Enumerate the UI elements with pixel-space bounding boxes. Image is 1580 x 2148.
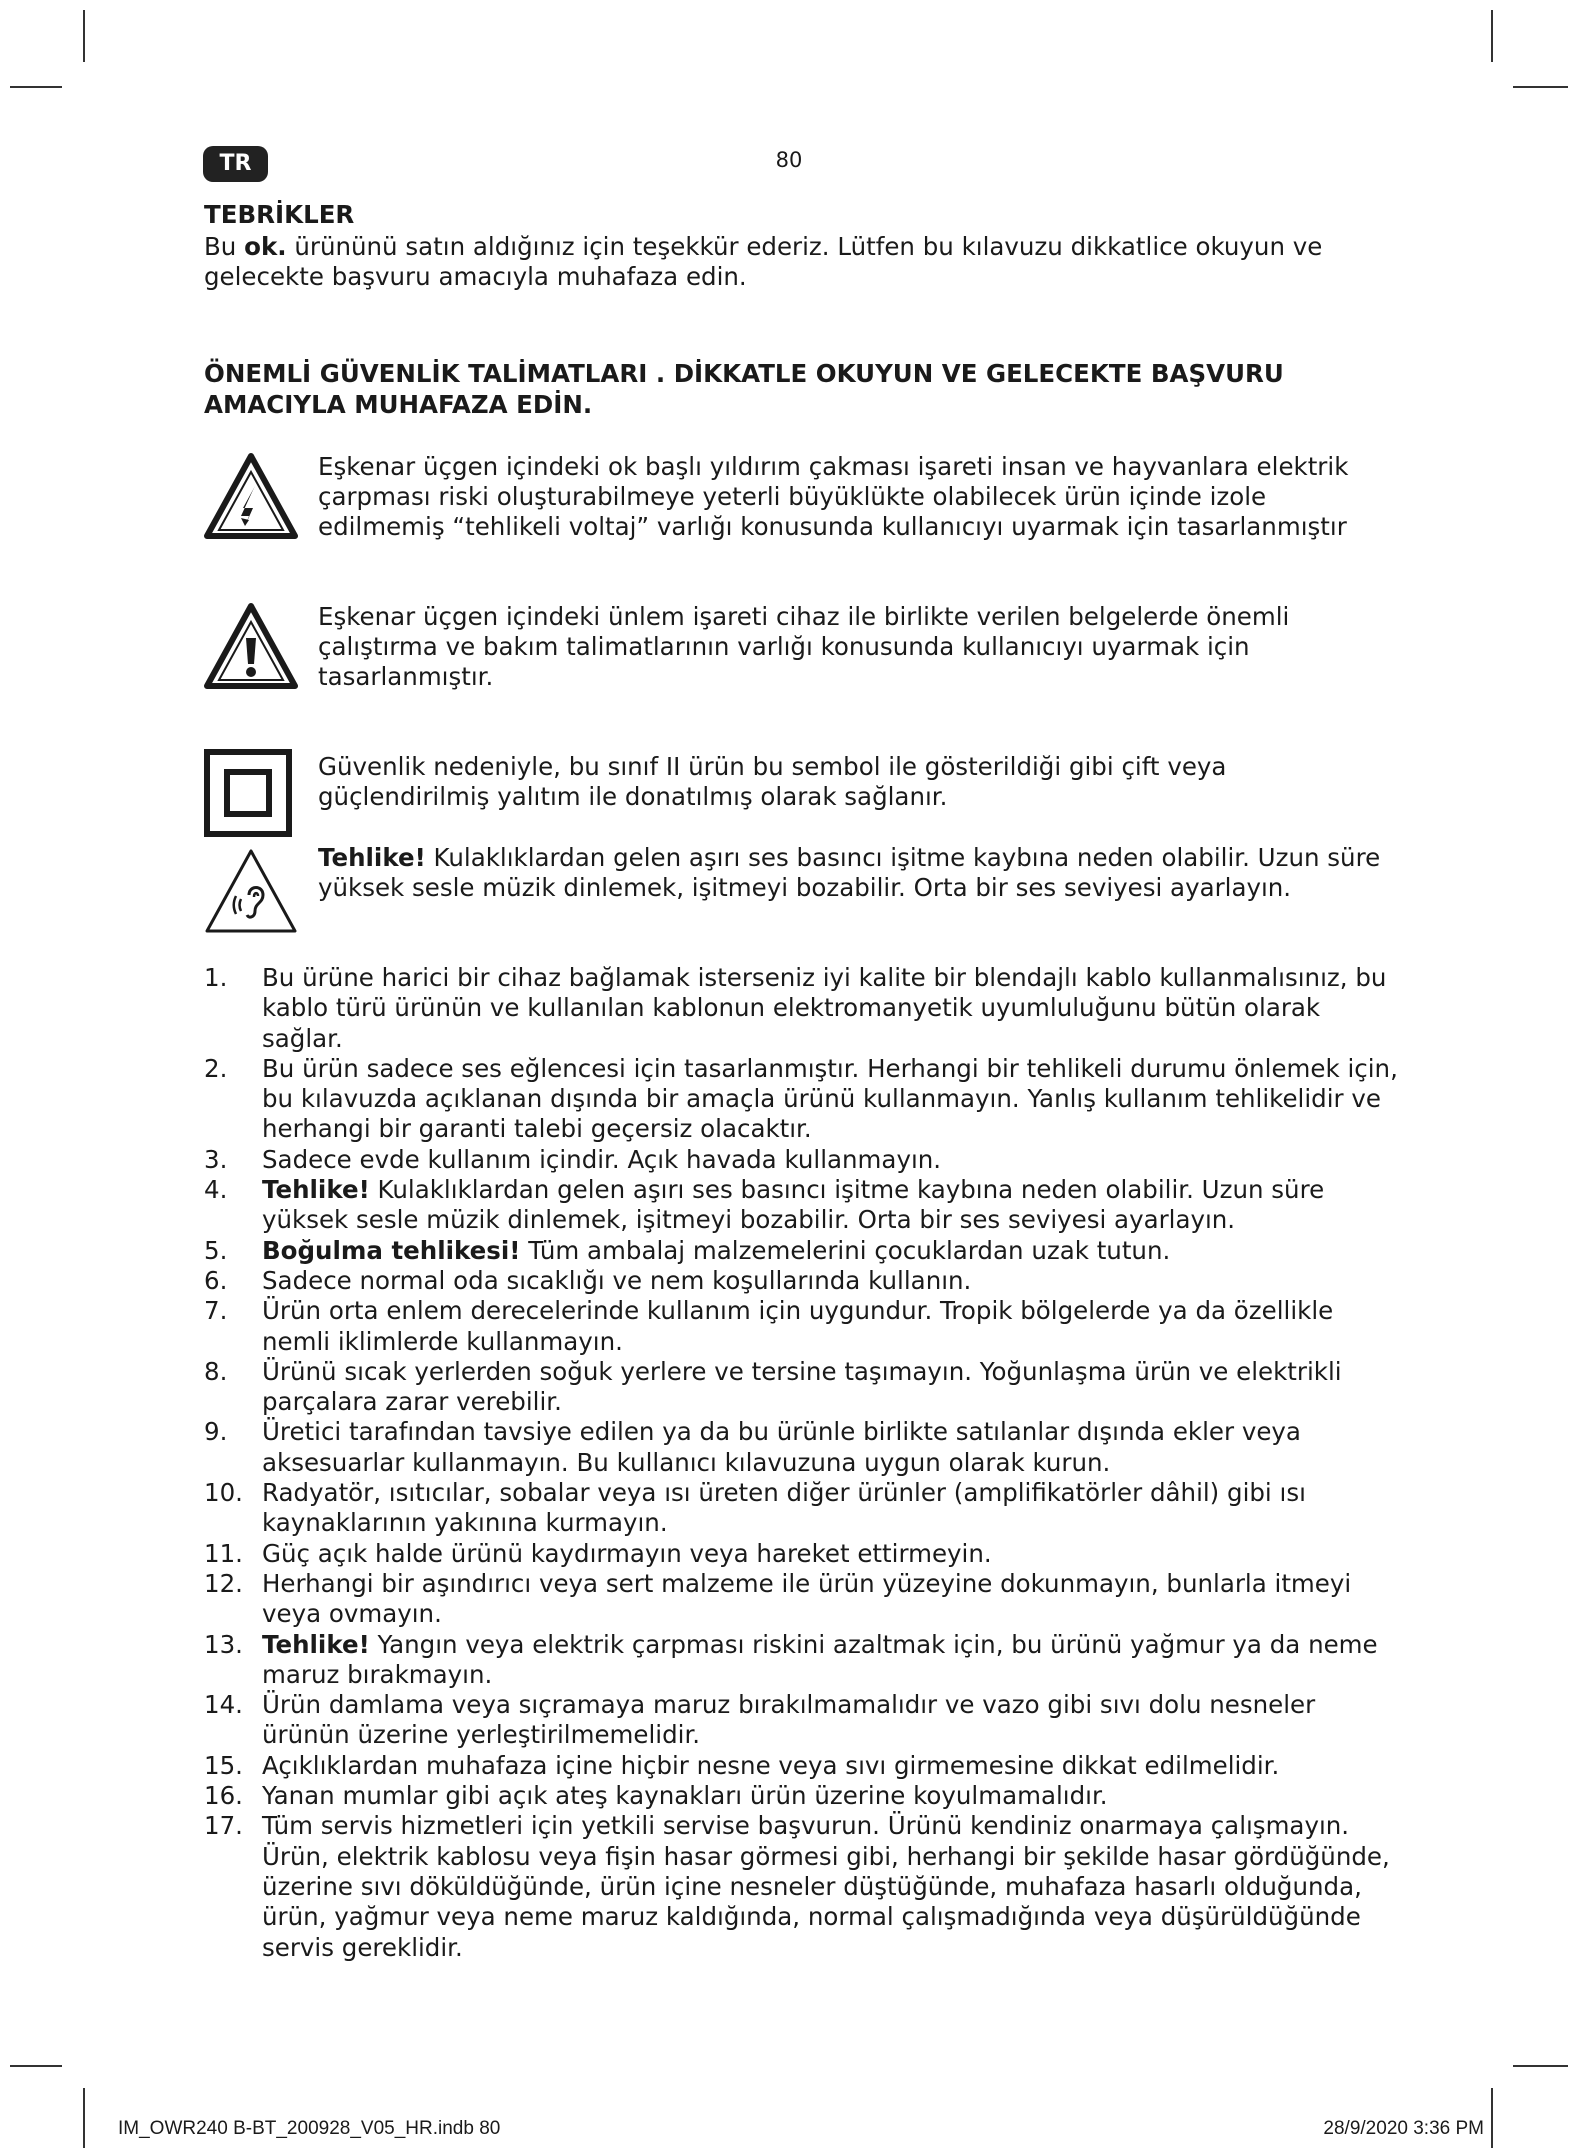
rule-item	[204, 1781, 1404, 1811]
rule-item	[204, 1569, 1404, 1630]
rule-item	[204, 1690, 1404, 1751]
rule-number: 12.	[204, 1568, 243, 1598]
rule-item	[204, 1811, 1404, 1962]
rule-item	[204, 1630, 1404, 1691]
safety-rules-list	[204, 963, 1404, 1963]
rule-item	[204, 1751, 1404, 1781]
rule-item	[204, 1145, 1404, 1175]
rule-number: 2.	[204, 1053, 228, 1083]
rule-text: Yanan mumlar gibi açık ateş kaynakları ürün üzerine koyulmamalıdır.	[262, 1781, 1108, 1811]
rule-text: Açıklıklardan muhafaza içine hiçbir nesne veya sıvı girmemesine dikkat edilmelidir.	[262, 1750, 1280, 1780]
crop-mark	[10, 86, 62, 88]
rule-number: 6.	[204, 1265, 228, 1295]
rule-item	[204, 1478, 1404, 1539]
rule-item	[204, 1417, 1404, 1478]
rule-text: Ürün orta enlem derecelerinde kullanım için uygundur. Tropik bölgelerde ya da özellikle nemli iklimlerde kullanmayın.	[262, 1296, 1334, 1356]
rule-item	[204, 1236, 1404, 1266]
crop-mark	[1513, 86, 1568, 88]
footer-file-info: IM_OWR240 B-BT_200928_V05_HR.indb 80	[118, 2118, 501, 2139]
rule-number: 8.	[204, 1356, 228, 1386]
rule-number: 5.	[204, 1235, 228, 1265]
brand-name: ok.	[244, 232, 287, 261]
rule-number: 10.	[204, 1478, 243, 1508]
rule-text: Sadece normal oda sıcaklığı ve nem koşullarında kullanın.	[262, 1265, 972, 1295]
rule-item	[204, 1539, 1404, 1569]
page-number: 80	[775, 148, 803, 172]
rule-number: 15.	[204, 1750, 243, 1780]
rule-bold-label: Tehlike!	[262, 1175, 370, 1205]
rule-text: Tüm servis hizmetleri için yetkili servise başvurun. Ürünü kendiniz onarmaya çalışmayın. Ürün, elektrik kablosu veya fişin hasar görmesi gibi, herhangi bir şekilde hasar gördüğünde, üzerine sıvı döküldüğünde, ürün içine nesneler düştüğünde, muhafaza hasarlı olduğunda, ürün, yağmur veya neme maruz kaldığında, normal çalışmadığında veya düşürüldüğünde servis gereklidir.	[262, 1811, 1390, 1962]
intro-paragraph: Bu ok. ürününü satın aldığınız için teşekkür ederiz. Lütfen bu kılavuzu dikkatlice okuyun ve gelecekte başvuru amacıyla muhafaza edin.	[204, 232, 1323, 291]
rule-number: 9.	[204, 1417, 228, 1447]
rule-item	[204, 963, 1404, 1054]
rule-text: Sadece evde kullanım içindir. Açık havada kullanmayın.	[262, 1144, 942, 1174]
rule-number: 16.	[204, 1781, 243, 1811]
crop-mark	[1513, 2065, 1568, 2067]
rule-text: Herhangi bir aşındırıcı veya sert malzeme ile ürün yüzeyine dokunmayın, bunlarla itmeyi veya ovmayın.	[262, 1568, 1352, 1629]
rule-number: 7.	[204, 1296, 228, 1326]
exclamation-triangle-icon	[203, 602, 299, 692]
crop-mark	[1491, 2088, 1493, 2148]
rule-item	[204, 1054, 1404, 1145]
rule-bold-label: Boğulma tehlikesi!	[262, 1235, 521, 1265]
lightning-warning-text: Eşkenar üçgen içindeki ok başlı yıldırım çakması işareti insan ve hayvanlara elektrik çarpması riski oluşturabilmeye yeterli büyüklükte olabilecek ürün içinde izole edilmemiş “tehlikeli voltaj” varlığı konusunda kullanıcıyı uyarmak için tasarlanmıştır	[318, 452, 1349, 541]
rule-text: Ürünü sıcak yerlerden soğuk yerlere ve tersine taşımayın. Yoğunlaşma ürün ve elektrikli parçalara zarar verebilir.	[262, 1356, 1342, 1417]
double-insulation-icon	[203, 748, 293, 838]
rule-number: 1.	[204, 963, 228, 992]
rule-number: 14.	[204, 1690, 243, 1720]
crop-mark	[83, 2088, 85, 2148]
hearing-danger-icon	[203, 847, 299, 937]
congrats-heading: TEBRİKLER	[204, 200, 355, 229]
rule-number: 11.	[204, 1538, 243, 1568]
rule-text: Yangın veya elektrik çarpması riskini azaltmak için, bu ürünü yağmur ya da neme maruz bırakmayın.	[262, 1629, 1378, 1689]
rule-number: 17.	[204, 1811, 243, 1841]
crop-mark	[83, 10, 85, 62]
rule-text: Ürün damlama veya sıçramaya maruz bırakılmamalıdır ve vazo gibi sıvı dolu nesneler ürünün üzerine yerleştirilmemelidir.	[262, 1690, 1316, 1750]
rule-number: 13.	[204, 1629, 243, 1659]
rule-text: Bu ürün sadece ses eğlencesi için tasarlanmıştır. Herhangi bir tehlikeli durumu önlemek için, bu kılavuzda açıklanan dışında bir amaçla ürünü kullanmayın. Yanlış kullanım tehlikelidir ve herhangi bir garanti talebi geçersiz olacaktır.	[262, 1053, 1398, 1144]
rule-number: 3.	[204, 1144, 228, 1174]
rule-bold-label: Tehlike!	[262, 1629, 370, 1659]
language-badge: TR	[203, 146, 268, 182]
crop-mark	[10, 2065, 62, 2067]
safety-instructions-title: ÖNEMLİ GÜVENLİK TALİMATLARI . DİKKATLE OKUYUN VE GELECEKTE BAŞVURU AMACIYLA MUHAFAZA EDİN.	[204, 359, 1284, 419]
rule-text: Bu ürüne harici bir cihaz bağlamak isterseniz iyi kalite bir blendajlı kablo kullanmalısınız, bu kablo türü ürünün ve kullanılan kablonun elektromanyetik uyumluluğunu bütün olarak sağlar.	[262, 963, 1387, 1053]
rule-number: 4.	[204, 1175, 228, 1205]
rule-item	[204, 1175, 1404, 1236]
rule-text: Güç açık halde ürünü kaydırmayın veya hareket ettirmeyin.	[262, 1538, 992, 1568]
crop-mark	[1491, 10, 1493, 62]
footer-date: 28/9/2020 3:36 PM	[1323, 2118, 1484, 2139]
rule-text: Tüm ambalaj malzemelerini çocuklardan uzak tutun.	[520, 1235, 1171, 1265]
lightning-triangle-icon	[203, 452, 299, 542]
rule-item	[204, 1357, 1404, 1418]
hearing-warning-text: Tehlike! Kulaklıklardan gelen aşırı ses basıncı işitme kaybına neden olabilir. Uzun süre yüksek sesle müzik dinlemek, işitmeyi bozabilir. Orta bir ses seviyesi ayarlayın.	[318, 843, 1381, 902]
rule-item	[204, 1266, 1404, 1296]
rule-text: Kulaklıklardan gelen aşırı ses basıncı işitme kaybına neden olabilir. Uzun süre yüksek sesle müzik dinlemek, işitmeyi bozabilir. Orta bir ses seviyesi ayarlayın.	[262, 1175, 1325, 1235]
rule-text: Üretici tarafından tavsiye edilen ya da bu ürünle birlikte satılanlar dışında ekler veya aksesuarlar kullanmayın. Bu kullanıcı kılavuzuna uygun olarak kurun.	[262, 1417, 1301, 1477]
rule-item	[204, 1296, 1404, 1357]
exclamation-warning-text: Eşkenar üçgen içindeki ünlem işareti cihaz ile birlikte verilen belgelerde önemli çalıştırma ve bakım talimatlarının varlığı konusunda kullanıcıyı uyarmak için tasarlanmıştır.	[318, 602, 1290, 691]
rule-text: Radyatör, ısıtıcılar, sobalar veya ısı üreten diğer ürünler (amplifikatörler dâhil) gibi ısı kaynaklarının yakınına kurmayın.	[262, 1478, 1306, 1538]
class2-insulation-text: Güvenlik nedeniyle, bu sınıf II ürün bu sembol ile gösterildiği gibi çift veya güçlendirilmiş yalıtım ile donatılmış olarak sağlanır.	[318, 752, 1227, 811]
